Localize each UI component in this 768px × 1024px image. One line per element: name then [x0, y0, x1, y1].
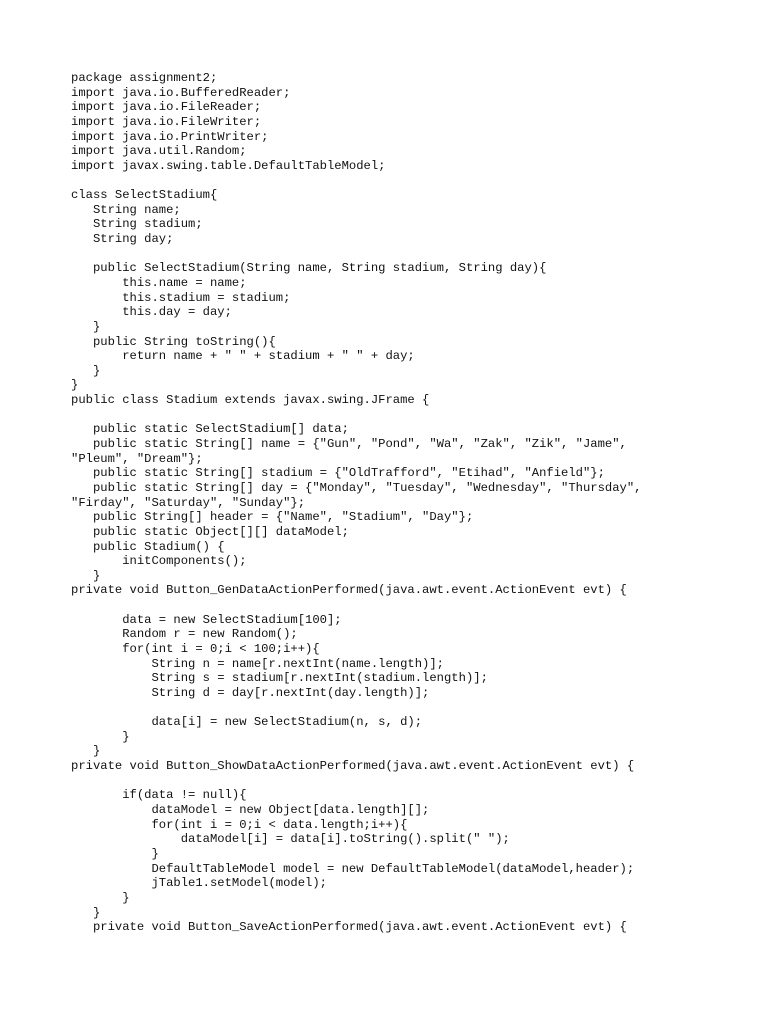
code-line: initComponents();	[71, 554, 247, 569]
code-line: jTable1.setModel(model);	[71, 876, 327, 891]
code-line: }	[71, 890, 130, 905]
code-line: }	[71, 729, 130, 744]
code-line: this.name = name;	[71, 275, 247, 290]
code-line: public String toString(){	[71, 334, 276, 349]
code-line: private void Button_ShowDataActionPerformed(java.awt.event.ActionEvent evt) {	[71, 759, 635, 774]
code-line	[71, 774, 751, 789]
code-line: public static String[] stadium = {"OldTrafford", "Etihad", "Anfield"};	[71, 466, 605, 481]
code-line: import java.io.PrintWriter;	[71, 129, 269, 144]
code-line: import java.io.FileWriter;	[71, 114, 262, 129]
code-line: DefaultTableModel model = new DefaultTableModel(dataModel,header);	[71, 861, 635, 876]
code-line: if(data != null){	[71, 788, 247, 803]
code-line: String s = stadium[r.nextInt(stadium.length)];	[71, 671, 488, 686]
code-line: public class Stadium extends javax.swing.JFrame {	[71, 393, 430, 408]
code-line: return name + " " + stadium + " " + day;	[71, 349, 415, 364]
code-line: package assignment2;	[71, 71, 218, 85]
code-line: public static String[] day = {"Monday", "Tuesday", "Wednesday", "Thursday",	[71, 480, 642, 495]
code-line: }	[71, 568, 101, 583]
code-line: }	[71, 846, 159, 861]
code-line: }	[71, 378, 79, 393]
code-line	[71, 598, 751, 613]
code-listing	[71, 71, 751, 935]
code-line: data[i] = new SelectStadium(n, s, d);	[71, 715, 423, 730]
code-line	[71, 701, 751, 716]
code-line: }	[71, 319, 101, 334]
code-line	[71, 173, 751, 188]
code-line: String d = day[r.nextInt(day.length)];	[71, 685, 430, 700]
code-line: String name;	[71, 202, 181, 217]
code-line: public SelectStadium(String name, String stadium, String day){	[71, 261, 547, 276]
code-line: import java.util.Random;	[71, 144, 247, 159]
code-line: for(int i = 0;i < 100;i++){	[71, 641, 320, 656]
code-line: String n = name[r.nextInt(name.length)];	[71, 656, 444, 671]
code-line: "Firday", "Saturday", "Sunday"};	[71, 495, 306, 510]
code-line: "Pleum", "Dream"};	[71, 451, 203, 466]
code-line: dataModel[i] = data[i].toString().split(" ");	[71, 832, 510, 847]
code-line: }	[71, 363, 101, 378]
code-line: public Stadium() {	[71, 539, 225, 554]
code-line: String day;	[71, 232, 174, 247]
code-line: import java.io.BufferedReader;	[71, 85, 291, 100]
code-line: import java.io.FileReader;	[71, 100, 262, 115]
code-line: String stadium;	[71, 217, 203, 232]
code-line: data = new SelectStadium[100];	[71, 612, 342, 627]
code-line	[71, 247, 751, 262]
code-line: }	[71, 905, 101, 920]
code-line: dataModel = new Object[data.length][];	[71, 803, 430, 818]
code-line: class SelectStadium{	[71, 188, 218, 203]
code-line: Random r = new Random();	[71, 627, 298, 642]
code-line: private void Button_SaveActionPerformed(java.awt.event.ActionEvent evt) {	[71, 920, 627, 935]
code-line: private void Button_GenDataActionPerformed(java.awt.event.ActionEvent evt) {	[71, 583, 627, 598]
code-line: public static Object[][] dataModel;	[71, 524, 349, 539]
code-line: import javax.swing.table.DefaultTableModel;	[71, 158, 386, 173]
code-line: public String[] header = {"Name", "Stadium", "Day"};	[71, 510, 474, 525]
code-line: public static SelectStadium[] data;	[71, 422, 349, 437]
code-line: for(int i = 0;i < data.length;i++){	[71, 817, 408, 832]
code-line: public static String[] name = {"Gun", "Pond", "Wa", "Zak", "Zik", "Jame",	[71, 437, 627, 452]
code-line: }	[71, 744, 101, 759]
code-line	[71, 408, 751, 423]
code-line: this.stadium = stadium;	[71, 290, 291, 305]
code-line: this.day = day;	[71, 305, 232, 320]
